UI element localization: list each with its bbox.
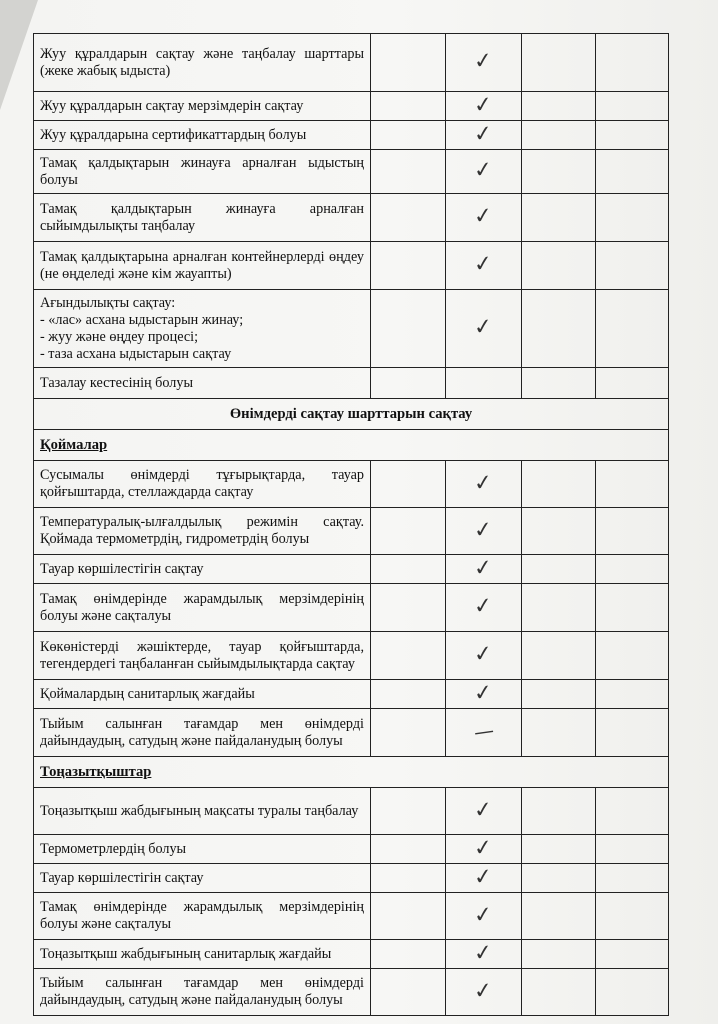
requirement-cell	[34, 835, 371, 864]
mark-cell	[596, 940, 669, 969]
checkmark-icon: ✓	[472, 516, 494, 544]
requirement-text: Тамақ өнімдерінде жарамдылық мерзімдерінің болуы және сақталуы	[40, 899, 364, 932]
mark-cell	[522, 194, 596, 242]
mark-cell	[596, 368, 669, 399]
requirement-cell	[34, 940, 371, 969]
mark-cell	[522, 92, 596, 121]
mark-cell	[596, 709, 669, 757]
checkmark-icon: ✓	[472, 593, 494, 620]
requirement-text: Жуу құралдарын сақтау және таңбалау шарттары (жеке жабық ыдыста)	[40, 45, 364, 79]
mark-cell	[446, 461, 522, 508]
requirement-text: Тазалау кестесінің болуы	[40, 374, 194, 391]
section-title	[34, 399, 669, 430]
mark-cell	[446, 969, 522, 1016]
table-row	[34, 194, 669, 242]
mark-cell	[596, 864, 669, 893]
table-row	[34, 242, 669, 290]
table-row	[34, 788, 669, 835]
mark-cell	[596, 508, 669, 555]
mark-cell	[446, 680, 522, 709]
checkmark-icon: ✓	[472, 863, 494, 891]
mark-cell	[596, 969, 669, 1016]
mark-cell	[596, 121, 669, 150]
requirement-cell	[34, 508, 371, 555]
checkmark-icon: ✓	[472, 251, 494, 278]
mark-cell	[371, 969, 446, 1016]
mark-cell	[446, 34, 522, 92]
mark-cell	[596, 92, 669, 121]
mark-cell	[596, 680, 669, 709]
mark-cell	[446, 555, 522, 584]
mark-cell	[371, 940, 446, 969]
mark-cell	[371, 893, 446, 940]
mark-cell	[522, 461, 596, 508]
mark-cell	[522, 835, 596, 864]
requirement-cell	[34, 969, 371, 1016]
requirement-cell	[34, 584, 371, 632]
mark-cell	[446, 92, 522, 121]
requirement-cell	[34, 368, 371, 399]
mark-cell	[522, 893, 596, 940]
inspection-checklist-table	[33, 33, 669, 1016]
mark-cell	[522, 242, 596, 290]
mark-cell	[446, 632, 522, 680]
table-row	[34, 555, 669, 584]
mark-cell	[596, 835, 669, 864]
table-row	[34, 290, 669, 368]
mark-cell	[371, 242, 446, 290]
mark-cell	[596, 632, 669, 680]
requirement-line: - жуу және өңдеу процесі;	[40, 328, 199, 345]
mark-cell	[446, 290, 522, 368]
mark-cell	[371, 368, 446, 399]
requirement-text: Тамақ қалдықтарын жинауға арналған сыйымдылықты таңбалау	[40, 200, 364, 234]
mark-cell	[371, 150, 446, 194]
dash-mark-icon: —	[471, 717, 496, 744]
mark-cell	[371, 461, 446, 508]
requirement-text: Қоймалардың санитарлық жағдайы	[40, 685, 255, 702]
checkmark-icon: ✓	[472, 91, 494, 119]
table-row	[34, 835, 669, 864]
checkmark-icon: ✓	[472, 796, 494, 824]
mark-cell	[596, 893, 669, 940]
mark-cell	[522, 290, 596, 368]
subsection-heading-row	[34, 757, 669, 788]
mark-cell	[522, 150, 596, 194]
section-heading-row	[34, 399, 669, 430]
mark-cell	[446, 150, 522, 194]
checkmark-icon: ✓	[472, 679, 494, 707]
requirement-cell	[34, 150, 371, 194]
mark-cell	[446, 864, 522, 893]
subsection-title	[34, 430, 669, 461]
table-row	[34, 34, 669, 92]
mark-cell	[596, 788, 669, 835]
table-row	[34, 969, 669, 1016]
table-row	[34, 121, 669, 150]
requirement-cell	[34, 788, 371, 835]
table-row	[34, 150, 669, 194]
table-row	[34, 940, 669, 969]
requirement-cell	[34, 242, 371, 290]
mark-cell	[371, 680, 446, 709]
mark-cell	[371, 835, 446, 864]
requirement-cell	[34, 632, 371, 680]
mark-cell	[522, 584, 596, 632]
requirement-cell	[34, 121, 371, 150]
mark-cell	[371, 194, 446, 242]
requirement-text: Тоңазытқыш жабдығының мақсаты туралы таңбалау	[40, 802, 359, 819]
mark-cell	[522, 788, 596, 835]
heading-text: Қоймалар	[40, 436, 108, 453]
mark-cell	[371, 121, 446, 150]
requirement-text: Тыйым салынған тағамдар мен өнімдерді дайындаудың, сатудың және пайдаланудың болуы	[40, 715, 364, 749]
mark-cell	[446, 893, 522, 940]
checkmark-icon: ✓	[472, 939, 494, 967]
requirement-text: Жуу құралдарын сақтау мерзімдерін сақтау	[40, 97, 304, 114]
mark-cell	[446, 508, 522, 555]
checkmark-icon: ✓	[472, 157, 494, 184]
mark-cell	[446, 368, 522, 399]
requirement-cell	[34, 92, 371, 121]
mark-cell	[596, 290, 669, 368]
checkmark-icon: ✓	[472, 554, 494, 582]
requirement-line: - «лас» асхана ыдыстарын жинау;	[40, 311, 244, 328]
table-row	[34, 461, 669, 508]
mark-cell	[371, 290, 446, 368]
mark-cell	[522, 555, 596, 584]
requirement-text: Көкөністерді жәшіктерде, тауар қойғыштарда, тегендердегі таңбаланған сыйымдылықтарда сақтау	[40, 638, 364, 672]
mark-cell	[371, 788, 446, 835]
checkmark-icon: ✓	[472, 203, 494, 230]
checkmark-icon: ✓	[472, 977, 494, 1005]
requirement-text: Жуу құралдарына сертификаттардың болуы	[40, 126, 307, 143]
mark-cell	[371, 584, 446, 632]
requirement-cell	[34, 34, 371, 92]
mark-cell	[522, 632, 596, 680]
mark-cell	[446, 584, 522, 632]
table-row	[34, 508, 669, 555]
subsection-title	[34, 757, 669, 788]
requirement-text: Тауар көршілестігін сақтау	[40, 560, 204, 577]
subsection-heading-row	[34, 430, 669, 461]
table-row	[34, 864, 669, 893]
mark-cell	[522, 121, 596, 150]
requirement-cell	[34, 709, 371, 757]
requirement-cell	[34, 461, 371, 508]
requirement-cell	[34, 290, 371, 368]
mark-cell	[522, 508, 596, 555]
table-row	[34, 680, 669, 709]
checkmark-icon: ✓	[472, 314, 494, 341]
mark-cell	[446, 121, 522, 150]
mark-cell	[371, 709, 446, 757]
mark-cell	[446, 242, 522, 290]
mark-cell	[522, 864, 596, 893]
requirement-text: Тоңазытқыш жабдығының санитарлық жағдайы	[40, 945, 332, 962]
mark-cell	[446, 940, 522, 969]
mark-cell	[446, 835, 522, 864]
checkmark-icon: ✓	[472, 48, 494, 75]
checkmark-icon: ✓	[472, 901, 494, 929]
mark-cell	[371, 632, 446, 680]
heading-text: Тоңазытқыштар	[40, 763, 152, 780]
checkmark-icon: ✓	[472, 120, 494, 148]
mark-cell	[596, 150, 669, 194]
requirement-cell	[34, 555, 371, 584]
mark-cell	[522, 709, 596, 757]
mark-cell	[446, 194, 522, 242]
checkmark-icon: ✓	[472, 834, 494, 862]
requirement-text: Тамақ қалдықтарына арналған контейнерлерді өңдеу (не өңделеді және кім жауапты)	[40, 248, 364, 282]
mark-cell	[596, 555, 669, 584]
requirement-text: Термометрлердің болуы	[40, 840, 187, 857]
mark-cell	[371, 92, 446, 121]
requirement-cell	[34, 893, 371, 940]
mark-cell	[446, 709, 522, 757]
mark-cell	[522, 34, 596, 92]
mark-cell	[596, 242, 669, 290]
requirement-cell	[34, 194, 371, 242]
requirement-line: Ағындылықты сақтау:	[40, 294, 176, 311]
mark-cell	[522, 969, 596, 1016]
mark-cell	[522, 368, 596, 399]
mark-cell	[371, 864, 446, 893]
table-row	[34, 584, 669, 632]
table-row	[34, 92, 669, 121]
requirement-cell	[34, 864, 371, 893]
requirement-text: Тауар көршілестігін сақтау	[40, 869, 204, 886]
mark-cell	[371, 555, 446, 584]
requirement-text: Тамақ қалдықтарын жинауға арналған ыдыстың болуы	[40, 154, 364, 188]
mark-cell	[371, 34, 446, 92]
mark-cell	[596, 461, 669, 508]
table-row	[34, 893, 669, 940]
checkmark-icon: ✓	[472, 469, 494, 497]
requirement-text: Тамақ өнімдерінде жарамдылық мерзімдерінің болуы және сақталуы	[40, 590, 364, 624]
table-row	[34, 368, 669, 399]
mark-cell	[596, 584, 669, 632]
requirement-text: Тыйым салынған тағамдар мен өнімдерді дайындаудың, сатудың және пайдаланудың болуы	[40, 975, 364, 1008]
table-row	[34, 709, 669, 757]
mark-cell	[596, 34, 669, 92]
requirement-cell	[34, 680, 371, 709]
mark-cell	[522, 680, 596, 709]
mark-cell	[371, 508, 446, 555]
mark-cell	[596, 194, 669, 242]
table-row	[34, 632, 669, 680]
checkmark-icon: ✓	[472, 641, 494, 668]
mark-cell	[446, 788, 522, 835]
requirement-text: Сусымалы өнімдерді тұғырықтарда, тауар қойғыштарда, стеллаждарда сақтау	[40, 467, 364, 500]
mark-cell	[522, 940, 596, 969]
heading-text: Өнімдерді сақтау шарттарын сақтау	[229, 405, 473, 422]
requirement-text: Температуралық-ылғалдылық режимін сақтау. Қоймада термометрдің, гидрометрдің болуы	[40, 514, 364, 547]
requirement-line: - таза асхана ыдыстарын сақтау	[40, 345, 232, 362]
